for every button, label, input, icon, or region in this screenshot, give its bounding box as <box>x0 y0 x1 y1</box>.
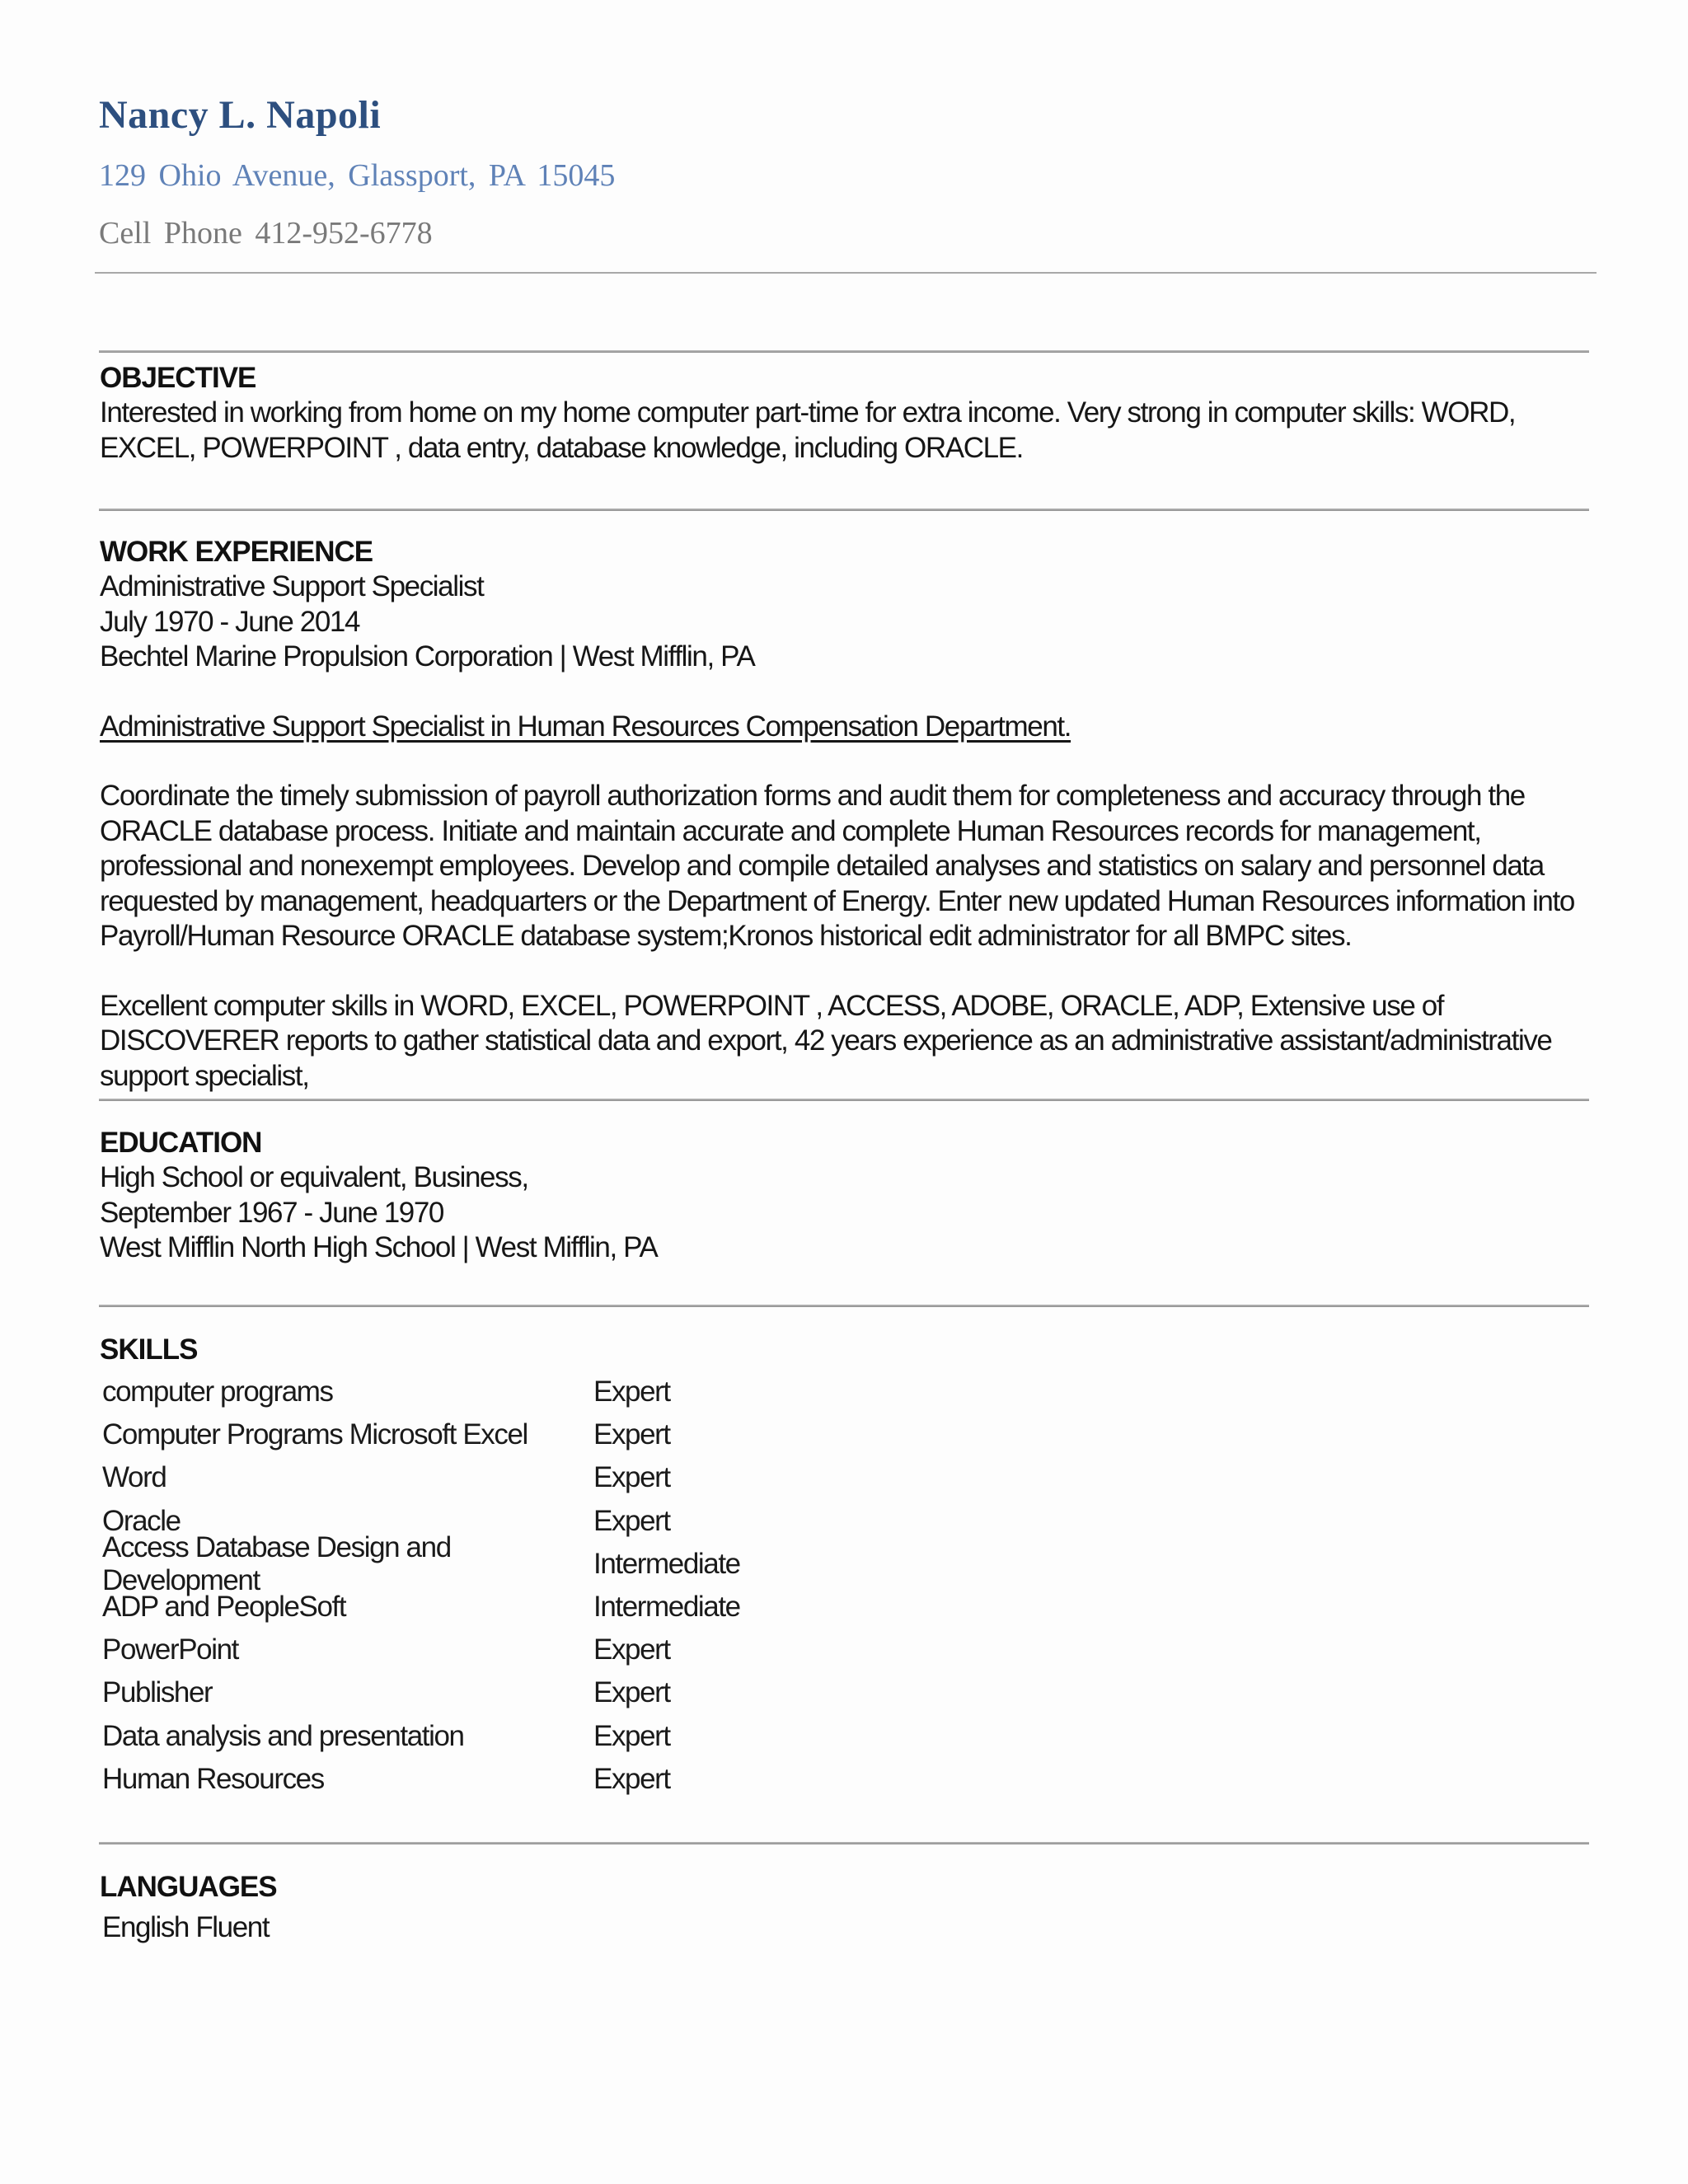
job-employer: Bechtel Marine Propulsion Corporation | West Mifflin, PA <box>100 640 755 673</box>
job-dates: July 1970 - June 2014 <box>100 605 360 638</box>
section-divider <box>99 1099 1589 1101</box>
section-divider <box>99 1842 1589 1844</box>
skill-level: Intermediate <box>593 1591 740 1624</box>
skill-level: Expert <box>593 1418 670 1451</box>
skill-name: ADP and PeopleSoft <box>102 1591 346 1624</box>
skill-name: computer programs <box>102 1376 333 1408</box>
candidate-name: Nancy L. Napoli <box>99 93 382 137</box>
skill-level: Expert <box>593 1461 670 1494</box>
objective-text: Interested in working from home on my home computer part-time for extra income. Very strong in computer skills: WORD, EXCEL, POWERPOINT , data entry, database knowledge, including ORACLE. <box>100 396 1516 464</box>
section-divider <box>99 1305 1589 1307</box>
job-position-detail: Administrative Support Specialist in Human Resources Compensation Department. <box>100 710 1071 743</box>
resume-header <box>99 91 1595 252</box>
education-degree: High School or equivalent, Business, <box>100 1161 528 1193</box>
work-experience-section <box>100 535 1583 1094</box>
skill-name: PowerPoint <box>102 1633 238 1666</box>
skill-name: Publisher <box>102 1676 213 1709</box>
job-title: Administrative Support Specialist <box>100 570 484 602</box>
skill-level: Expert <box>593 1633 670 1666</box>
skill-level: Expert <box>593 1676 670 1709</box>
education-school: West Mifflin North High School | West Mifflin, PA <box>100 1231 658 1263</box>
skill-row <box>100 1629 1583 1671</box>
skill-row <box>100 1371 1583 1413</box>
skills-section <box>100 1333 1583 1801</box>
skill-level: Expert <box>593 1376 670 1408</box>
section-divider <box>99 350 1589 353</box>
skill-row <box>100 1671 1583 1714</box>
skills-heading: SKILLS <box>100 1333 198 1366</box>
skill-name: Access Database Design and Development <box>102 1530 451 1596</box>
candidate-address: 129 Ohio Avenue, Glassport, PA 15045 <box>99 158 616 193</box>
education-section <box>100 1126 1583 1266</box>
candidate-phone: Cell Phone 412-952-6778 <box>99 216 433 251</box>
skill-row <box>100 1456 1583 1499</box>
skills-table <box>100 1371 1583 1801</box>
skill-level: Expert <box>593 1504 670 1537</box>
languages-heading: LANGUAGES <box>100 1871 277 1903</box>
education-heading: EDUCATION <box>100 1127 262 1159</box>
skill-name: Data analysis and presentation <box>102 1719 464 1752</box>
job-description: Coordinate the timely submission of payroll authorization forms and audit them for completeness and accuracy through the ORACLE database process. Initiate and maintain accurate and complete Human Resources records for management, professional and nonexempt employees. Develop and compile detailed analyses and statistics on salary and personnel data requested by management, headquarters or the Department of Energy. Enter new updated Human Resources information into Payroll/Human Resource ORACLE database system;Kronos historical edit administrator for all BMPC sites. <box>100 780 1574 952</box>
skill-name: Oracle <box>102 1504 181 1537</box>
objective-heading: OBJECTIVE <box>100 362 256 394</box>
language-item: English Fluent <box>102 1911 270 1943</box>
skill-level: Expert <box>593 1719 670 1752</box>
skill-name: Computer Programs Microsoft Excel <box>102 1418 528 1451</box>
skill-level: Intermediate <box>593 1547 740 1580</box>
skill-row <box>100 1586 1583 1629</box>
work-experience-heading: WORK EXPERIENCE <box>100 536 373 568</box>
skill-row <box>100 1758 1583 1801</box>
job-skills-summary: Excellent computer skills in WORD, EXCEL, POWERPOINT , ACCESS, ADOBE, ORACLE, ADP, Extensive use of DISCOVERER reports to gather statistical data and export, 42 years experience as an administrative assistant/administrative support specialist, <box>100 989 1552 1092</box>
skill-row <box>100 1715 1583 1758</box>
languages-section <box>100 1870 1583 1946</box>
skill-name: Word <box>102 1461 166 1494</box>
section-divider <box>99 509 1589 511</box>
skill-row <box>100 1413 1583 1456</box>
objective-section <box>100 361 1583 466</box>
skill-name: Human Resources <box>102 1762 324 1795</box>
skill-level: Expert <box>593 1762 670 1795</box>
skill-row <box>100 1530 1583 1596</box>
education-dates: September 1967 - June 1970 <box>100 1196 443 1229</box>
header-divider <box>95 272 1597 274</box>
